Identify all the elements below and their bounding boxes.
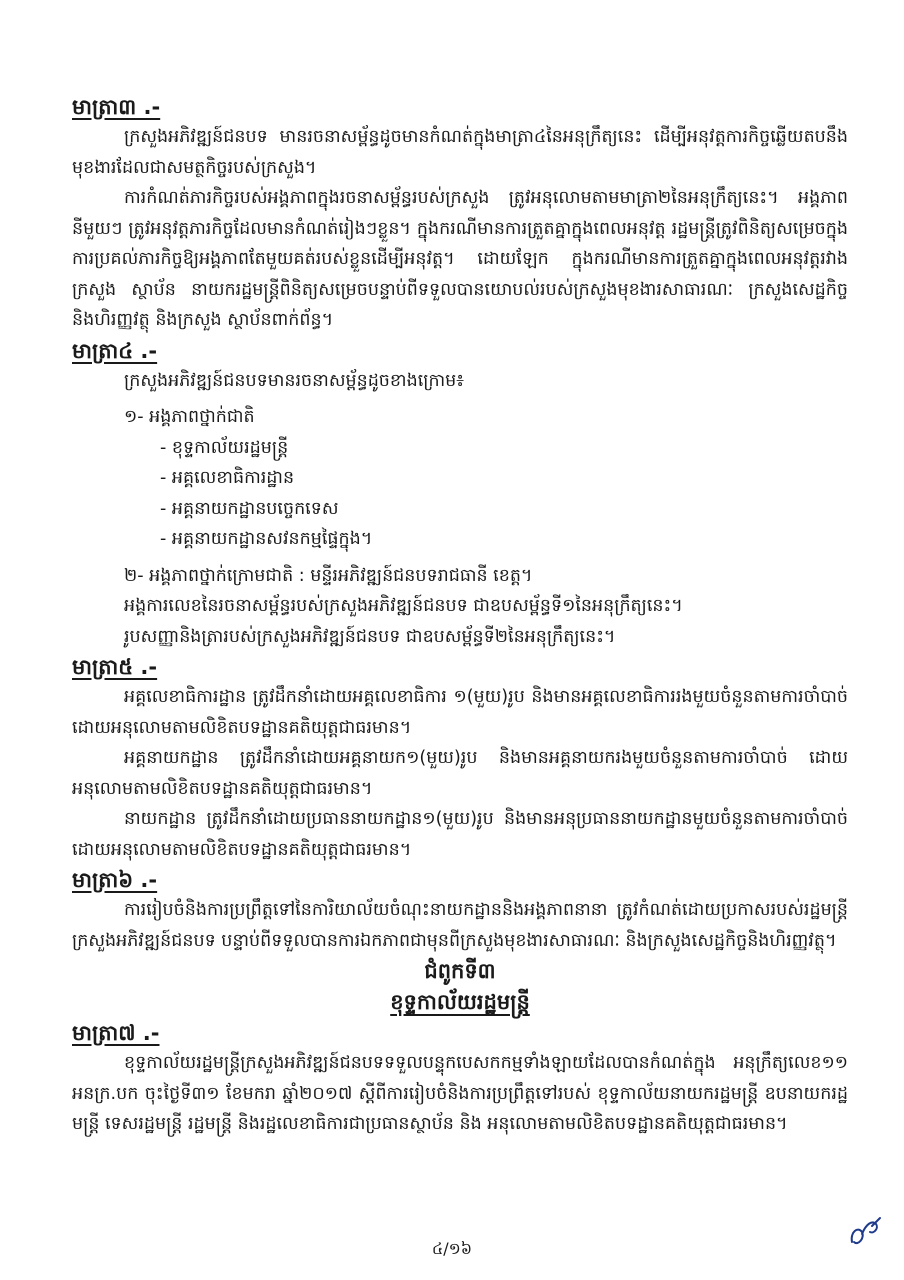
article-5-paragraph-1: អគ្គលេខាធិការដ្ឋាន ត្រូវដឹកនាំដោយអគ្គលេខាធិការ ១(មួយ)រូប និងមានអគ្គលេខាធិការរងមួយចំនួនតាមការចាំបាច់ ដោយអនុលោមតាមលិខិតបទដ្ឋានគតិយុត្តជាធរមាន។ (72, 687, 848, 738)
article-4-subitem: - អគ្គនាយកដ្ឋានសវនកម្មផ្ទៃក្នុង។ (160, 529, 373, 549)
article-4-subitem: - អគ្គលេខាធិការដ្ឋាន (160, 468, 295, 488)
article-4-heading: មាត្រា៤ .- (72, 338, 158, 363)
article-4-intro: ក្រសួងអភិវឌ្ឍន៍ជនបទមានរចនាសម្ព័ន្ធដូចខាងក្រោម៖ (124, 370, 464, 391)
article-7-paragraph-1: ខុទ្ទកាល័យរដ្ឋមន្ត្រីក្រសួងអភិវឌ្ឍន៍ជនបទទទួលបន្ទុកបេសកកម្មទាំងឡាយដែលបានកំណត់ក្នុង អនុក្រឹត្យលេខ១១ អនក្រ.បក ចុះថ្ងៃទី៣១ ខែមករា ឆ្នាំ២០១៧ ស្តីពីការរៀបចំនិងការប្រព្រឹត្តទៅរបស់ ខុទ្ទកាល័យនាយករដ្ឋមន្ត្រី ឧបនាយករដ្ឋមន្ត្រី ទេសរដ្ឋមន្ត្រី រដ្ឋមន្ត្រី និងរដ្ឋលេខាធិការជាប្រធានស្ថាប័ន និង អនុលោមតាមលិខិតបទដ្ឋានគតិយុត្តជាធរមាន។ (72, 1053, 848, 1134)
chapter-title: ខុទ្ទកាល័យរដ្ឋមន្ត្រី (390, 990, 530, 1014)
chapter-number: ជំពូកទី៣ (424, 959, 496, 983)
article-5-heading: មាត្រា៥ .- (72, 655, 158, 679)
article-7-heading: មាត្រា៧ .- (72, 1021, 160, 1045)
article-4-line-4: រូបសញ្ញានិងត្រារបស់ក្រសួងអភិវឌ្ឍន៍ជនបទ ជាឧបសម្ព័ន្ធទី២នៃអនុក្រឹត្យនេះ។ (124, 626, 616, 647)
article-4-line-3: អង្គការលេខនៃរចនាសម្ព័ន្ធរបស់ក្រសួងអភិវឌ្ឍន៍ជនបទ ជាឧបសម្ព័ន្ធទី១នៃអនុក្រឹត្យនេះ។ (124, 596, 683, 616)
article-5-paragraph-2: អគ្គនាយកដ្ឋាន ត្រូវដឹកនាំដោយអគ្គនាយក១(មួយ)រូប និងមានអគ្គនាយករងមួយចំនួនតាមការចាំបាច់ ដោយអនុលោមតាមលិខិតបទដ្ឋានគតិយុត្តជាធរមាន។ (72, 748, 848, 799)
article-3-heading: មាត្រា៣ .- (72, 95, 161, 119)
article-4-item-1: ១- អង្គភាពថ្នាក់ជាតិ (124, 407, 255, 427)
article-4-subitem: - អគ្គនាយកដ្ឋានបច្ចេកទេស (160, 498, 339, 519)
initials-signature (846, 1212, 886, 1252)
article-3-paragraph-2: ការកំណត់ភារកិច្ចរបស់អង្គភាពក្នុងរចនាសម្ព័ន្ធរបស់ក្រសួង ត្រូវអនុលោមតាមមាត្រា២នៃអនុក្រឹត្យនេះ។ អង្គភាពនីមួយៗ ត្រូវអនុវត្តភារកិច្ចដែលមានកំណត់រៀងៗខ្លួន។ ក្នុងករណីមានការត្រួតគ្នាក្នុងពេលអនុវត្ត រដ្ឋមន្ត្រីត្រូវពិនិត្យសម្រេចក្នុងការប្រគល់ភារកិច្ចឱ្យអង្គភាពតែមួយគត់របស់ខ្លួនដើម្បីអនុវត្ត។ ដោយឡែក ក្នុងករណីមានការត្រួតគ្នាក្នុងពេលអនុវត្តរវាងក្រសួង ស្ថាប័ន នាយករដ្ឋមន្ត្រីពិនិត្យសម្រេចបន្ទាប់ពីទទួលបានយោបល់របស់ក្រសួងមុខងារសាធារណៈ ក្រសួងសេដ្ឋកិច្ចនិងហិរញ្ញវត្ថុ និងក្រសួង ស្ថាប័នពាក់ព័ន្ធ។ (72, 188, 848, 330)
article-4-subitem: - ខុទ្ទកាល័យរដ្ឋមន្ត្រី (160, 437, 289, 458)
article-5-paragraph-3: នាយកដ្ឋាន ត្រូវដឹកនាំដោយប្រធាននាយកដ្ឋាន១(មួយ)រូប និងមានអនុប្រធាននាយកដ្ឋានមួយចំនួនតាមការចាំបាច់ ដោយអនុលោមតាមលិខិតបទដ្ឋានគតិយុត្តជាធរមាន។ (72, 809, 848, 860)
article-4-item-2: ២- អង្គភាពថ្នាក់ក្រោមជាតិ : មន្ទីរអភិវឌ្ឍន៍ជនបទរាជធានី ខេត្ត។ (124, 565, 533, 586)
page-content (72, 92, 848, 1140)
article-6-heading: មាត្រា៦ .- (72, 868, 158, 892)
article-3-paragraph-1: ក្រសួងអភិវឌ្ឍន៍ជនបទ មានរចនាសម្ព័ន្ធដូចមានកំណត់ក្នុងមាត្រា៤នៃអនុក្រឹត្យនេះ ដើម្បីអនុវត្តការកិច្ចឆ្លើយតបនឹងមុខងារដែលជាសមត្ថកិច្ចរបស់ក្រសួង។ (72, 127, 848, 178)
article-6-paragraph-1: ការរៀបចំនិងការប្រព្រឹត្តទៅនៃការិយាល័យចំណុះនាយកដ្ឋាននិងអង្គភាពនានា ត្រូវកំណត់ដោយប្រកាសរបស់រដ្ឋមន្ត្រីក្រសួងអភិវឌ្ឍន៍ជនបទ បន្ទាប់ពីទទួលបានការឯកភាពជាមុនពីក្រសួងមុខងារសាធារណៈ និងក្រសួងសេដ្ឋកិច្ចនិងហិរញ្ញវត្ថុ។ (72, 900, 848, 951)
page-number: ៤/១៦ (431, 1239, 473, 1258)
